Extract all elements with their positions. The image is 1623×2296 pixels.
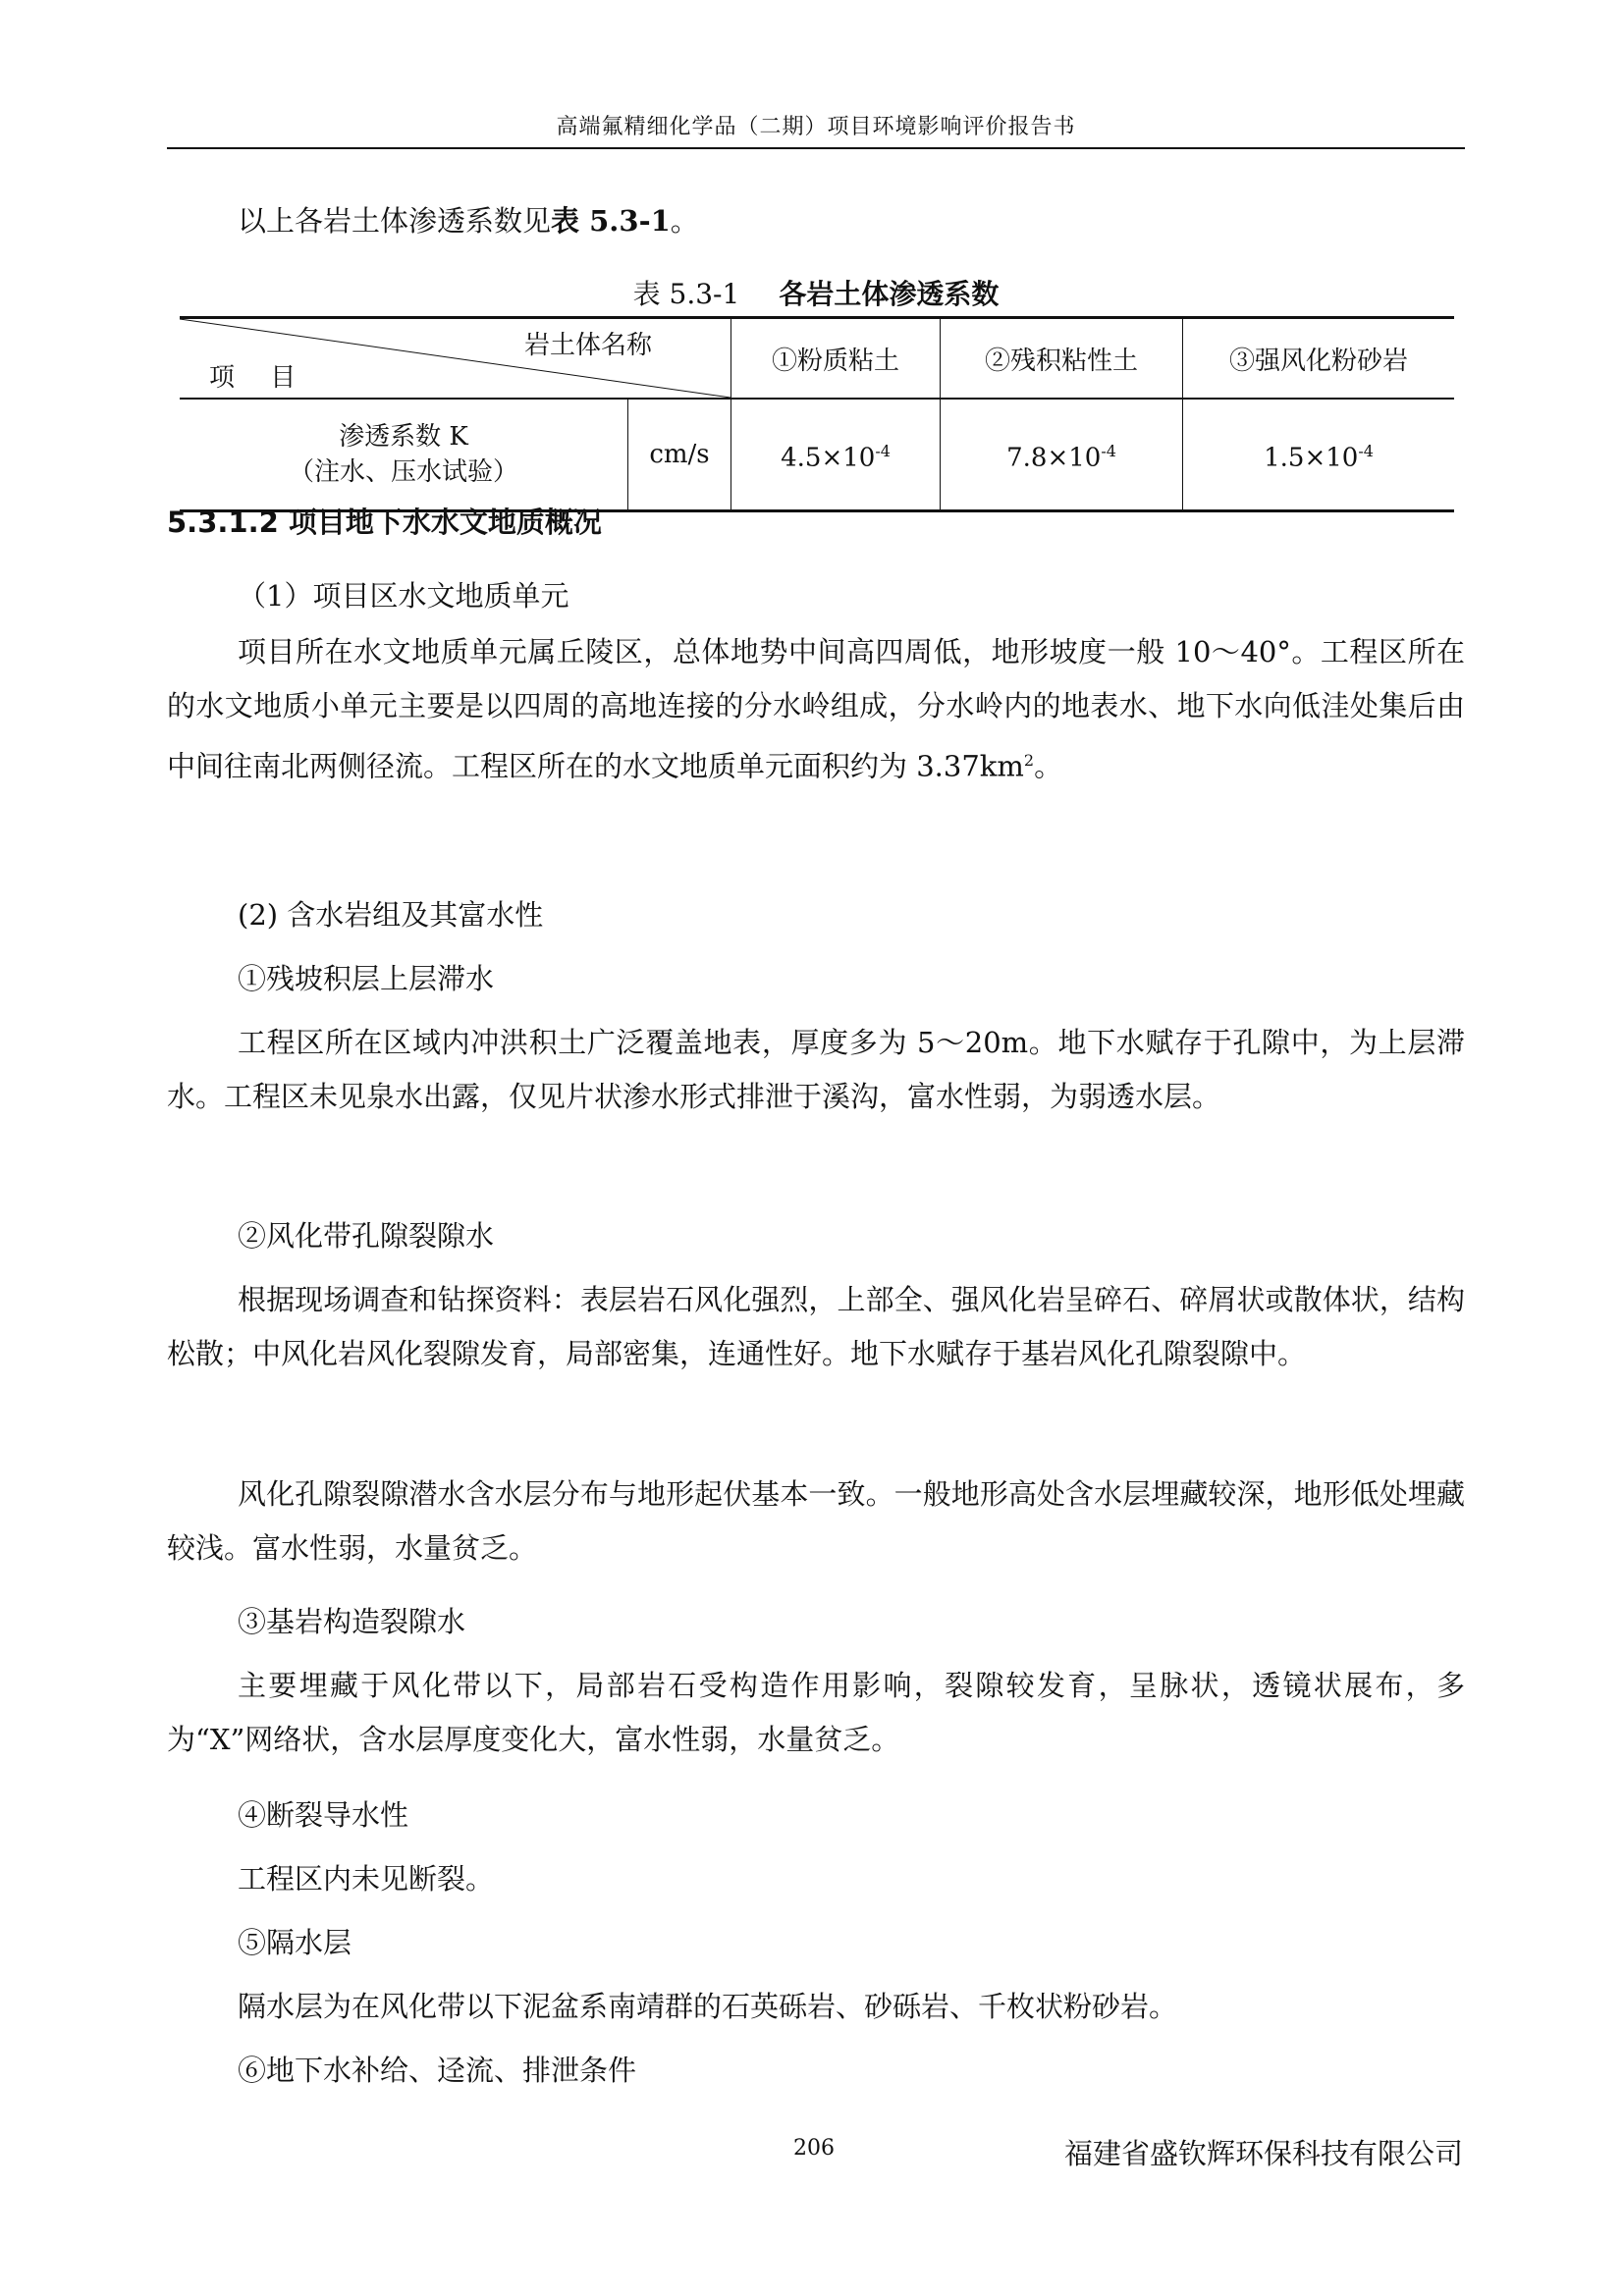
item-perched-water: ①残坡积层上层滞水 (238, 962, 495, 995)
section-heading: 5.3.1.2 项目地下水水文地质概况 (167, 506, 602, 539)
unit-cell: cm/s (628, 399, 731, 511)
page-header: 高端氟精细化学品（二期）项目环境影响评价报告书 (556, 115, 1076, 139)
value-base: 4.5×10 (781, 443, 876, 473)
value-exponent: -4 (1101, 441, 1116, 460)
table-title: 各岩土体渗透系数 (779, 278, 1000, 310)
subheading-hydro-unit: （1）项目区水文地质单元 (238, 579, 569, 613)
paragraph-perched-water: 工程区所在区域内冲洪积土广泛覆盖地表，厚度多为 5～20m。地下水赋存于孔隙中，为上层滞水。工程区未见泉水出露，仅见片状渗水形式排泄于溪沟，富水性弱，为弱透水层。 (167, 1026, 1465, 1113)
table-reference: 表 5.3-1 (551, 204, 671, 238)
value-base: 1.5×10 (1264, 443, 1359, 473)
column-header-residual-clay: ②残积粘性土 (941, 318, 1183, 400)
value-cell-residual-clay (941, 399, 1183, 511)
paragraph-text: 项目所在水文地质单元属丘陵区，总体地势中间高四周低，地形坡度一般 10～40°。工程区所在的水文地质小单元主要是以四周的高地连接的分水岭组成，分水岭内的地表水、地下水向低洼处集后由中间往南北两侧径流。工程区所在的水文地质单元面积约为 3.37km (167, 635, 1465, 783)
intro-end: 。 (670, 204, 699, 238)
paragraph-aquiclude: 隔水层为在风化带以下泥盆系南靖群的石英砾岩、砂砾岩、千枚状粉砂岩。 (238, 1990, 1178, 2023)
table-row (180, 399, 1454, 511)
value-exponent: -4 (1358, 441, 1374, 460)
table-caption (167, 273, 1465, 312)
paragraph-hydro-unit (167, 625, 1465, 794)
table-number: 表 5.3-1 (632, 278, 740, 310)
value-cell-silty-clay (731, 399, 941, 511)
diagonal-header-bottom: 项 目 (209, 363, 310, 393)
item-weathered-zone-water: ②风化带孔隙裂隙水 (238, 1219, 495, 1253)
header-rule (167, 147, 1465, 149)
area-exponent: 2 (1023, 751, 1035, 770)
diagonal-header-cell (180, 318, 731, 400)
row-label-cell (180, 399, 628, 511)
intro-text: 以上各岩土体渗透系数见 (238, 204, 552, 238)
column-header-silty-clay: ①粉质粘土 (731, 318, 941, 400)
value-base: 7.8×10 (1006, 443, 1102, 473)
subheading-aquifer: (2) 含水岩组及其富水性 (238, 898, 544, 932)
column-header-weathered-siltstone: ③强风化粉砂岩 (1183, 318, 1455, 400)
page-number: 206 (793, 2136, 835, 2161)
item-bedrock-fissure-water: ③基岩构造裂隙水 (238, 1605, 466, 1638)
paragraph-weathered-aquifer: 风化孔隙裂隙潜水含水层分布与地形起伏基本一致。一般地形高处含水层埋藏较深，地形低处埋藏较浅。富水性弱，水量贫乏。 (167, 1477, 1465, 1565)
row-label-note: （注水、压水试验） (288, 457, 518, 487)
paragraph-fault: 工程区内未见断裂。 (238, 1862, 495, 1896)
item-aquiclude: ⑤隔水层 (238, 1926, 352, 1959)
table-header-row (180, 318, 1454, 400)
company-name: 福建省盛钦辉环保科技有限公司 (1063, 2137, 1463, 2170)
intro-paragraph (167, 194, 1465, 248)
value-exponent: -4 (875, 441, 891, 460)
diagonal-header-top: 岩土体名称 (523, 331, 652, 360)
item-recharge-runoff-discharge: ⑥地下水补给、迳流、排泄条件 (238, 2054, 637, 2087)
paragraph-end: 。 (1034, 749, 1063, 783)
row-label: 渗透系数 K (339, 422, 468, 452)
item-fault-conductivity: ④断裂导水性 (238, 1798, 409, 1832)
permeability-table (180, 316, 1454, 512)
value-cell-weathered-siltstone (1183, 399, 1455, 511)
paragraph-weathered-zone: 根据现场调查和钻探资料：表层岩石风化强烈，上部全、强风化岩呈碎石、碎屑状或散体状，结构松散；中风化岩风化裂隙发育，局部密集，连通性好。地下水赋存于基岩风化孔隙裂隙中。 (167, 1283, 1465, 1370)
paragraph-bedrock-fissure: 主要埋藏于风化带以下，局部岩石受构造作用影响，裂隙较发育，呈脉状，透镜状展布，多为“X”网络状，含水层厚度变化大，富水性弱，水量贫乏。 (167, 1669, 1465, 1756)
